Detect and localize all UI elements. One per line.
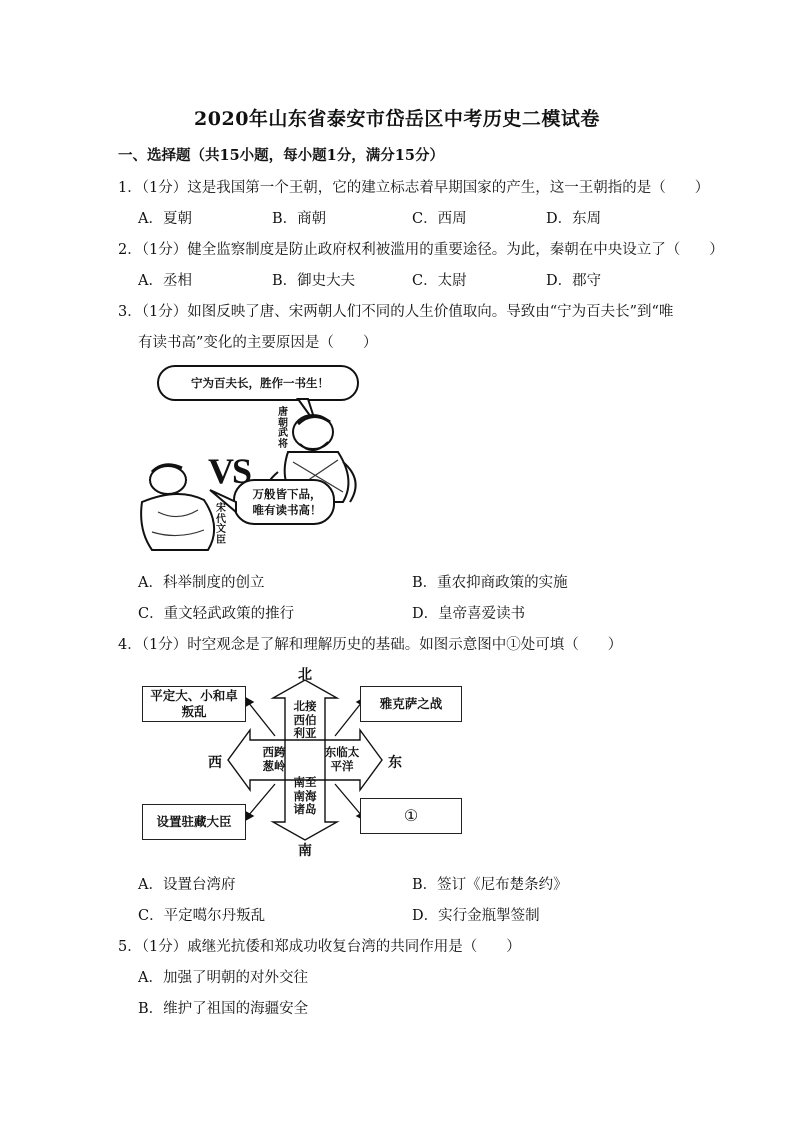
q3-option-c[interactable]: C．重文轻武政策的推行 [138, 606, 295, 622]
arrow-south-label: 南至南海诸岛 [293, 775, 317, 817]
q5-option-b[interactable]: B．维护了祖国的海疆安全 [138, 1001, 309, 1017]
box-northeast: 雅克萨之战 [360, 686, 462, 722]
cartoon-bubble-bottom-2: 唯有读书高！ [252, 503, 322, 517]
cartoon-vs: VS [208, 451, 251, 491]
q3-option-b[interactable]: B．重农抑商政策的实施 [412, 575, 568, 591]
q4-option-b[interactable]: B．签订《尼布楚条约》 [412, 877, 568, 893]
question-5-stem: 5．（1分）戚继光抗倭和郑成功收复台湾的共同作用是（ ） [118, 939, 521, 955]
cartoon-tang-label: 唐朝武将 [278, 407, 288, 450]
box-southwest: 设置驻藏大臣 [142, 804, 246, 840]
q4-map-diagram [140, 664, 470, 859]
direction-west: 西 [208, 755, 222, 771]
q4-option-d[interactable]: D．实行金瓶掣签制 [412, 908, 540, 924]
question-2-stem: 2．（1分）健全监察制度是防止政府权利被滥用的重要途径。为此，秦朝在中央设立了（ ） [118, 242, 724, 258]
question-4-stem: 4．（1分）时空观念是了解和理解历史的基础。如图示意图中①处可填（ ） [118, 637, 623, 653]
q2-option-a[interactable]: A．丞相 [138, 273, 192, 289]
arrow-east-label: 东临太平洋 [324, 745, 360, 773]
page-title: 2020年山东省泰安市岱岳区中考历史二模试卷 [194, 108, 600, 130]
question-3-stem-line1: 3．（1分）如图反映了唐、宋两朝人们不同的人生价值取向。导致由“宁为百夫长”到“唯 [118, 304, 674, 320]
direction-south: 南 [298, 843, 312, 859]
section-heading: 一、选择题（共15小题，每小题1分，满分15分） [118, 147, 444, 164]
q1-option-c[interactable]: C．西周 [412, 211, 467, 227]
direction-north: 北 [298, 667, 312, 683]
cartoon-bubble-bottom-1: 万般皆下品， [252, 487, 322, 501]
arrow-west-label: 西跨葱岭 [262, 745, 286, 773]
q3-option-d[interactable]: D．皇帝喜爱读书 [412, 606, 526, 622]
q2-option-c[interactable]: C．太尉 [412, 273, 467, 289]
arrow-north-label: 北接西伯利亚 [293, 699, 317, 741]
q5-option-a[interactable]: A．加强了明朝的对外交往 [138, 970, 308, 986]
question-3-stem-line2: 有读书高”变化的主要原因是（ ） [138, 335, 378, 351]
q1-option-d[interactable]: D．东周 [546, 211, 602, 227]
box-northwest-line1: 平定大、小和卓 [150, 688, 238, 704]
box-northwest [142, 686, 246, 722]
box-southeast-blank: ① [360, 798, 462, 834]
direction-east: 东 [388, 755, 402, 771]
q4-option-c[interactable]: C．平定噶尔丹叛乱 [138, 908, 266, 924]
cartoon-bubble-top: 宁为百夫长，胜作一书生！ [191, 376, 329, 390]
q3-cartoon-figure [138, 362, 370, 554]
q1-option-a[interactable]: A．夏朝 [138, 211, 192, 227]
q3-option-a[interactable]: A．科举制度的创立 [138, 575, 265, 591]
question-1-stem: 1．（1分）这是我国第一个王朝，它的建立标志着早期国家的产生，这一王朝指的是（ ） [118, 180, 710, 196]
q2-option-d[interactable]: D．郡守 [546, 273, 602, 289]
box-northwest-line2: 叛乱 [181, 704, 207, 719]
q2-option-b[interactable]: B．御史大夫 [272, 273, 356, 289]
cartoon-song-label: 宋代文臣 [216, 503, 226, 546]
q1-option-b[interactable]: B．商朝 [272, 211, 327, 227]
q4-option-a[interactable]: A．设置台湾府 [138, 877, 236, 893]
